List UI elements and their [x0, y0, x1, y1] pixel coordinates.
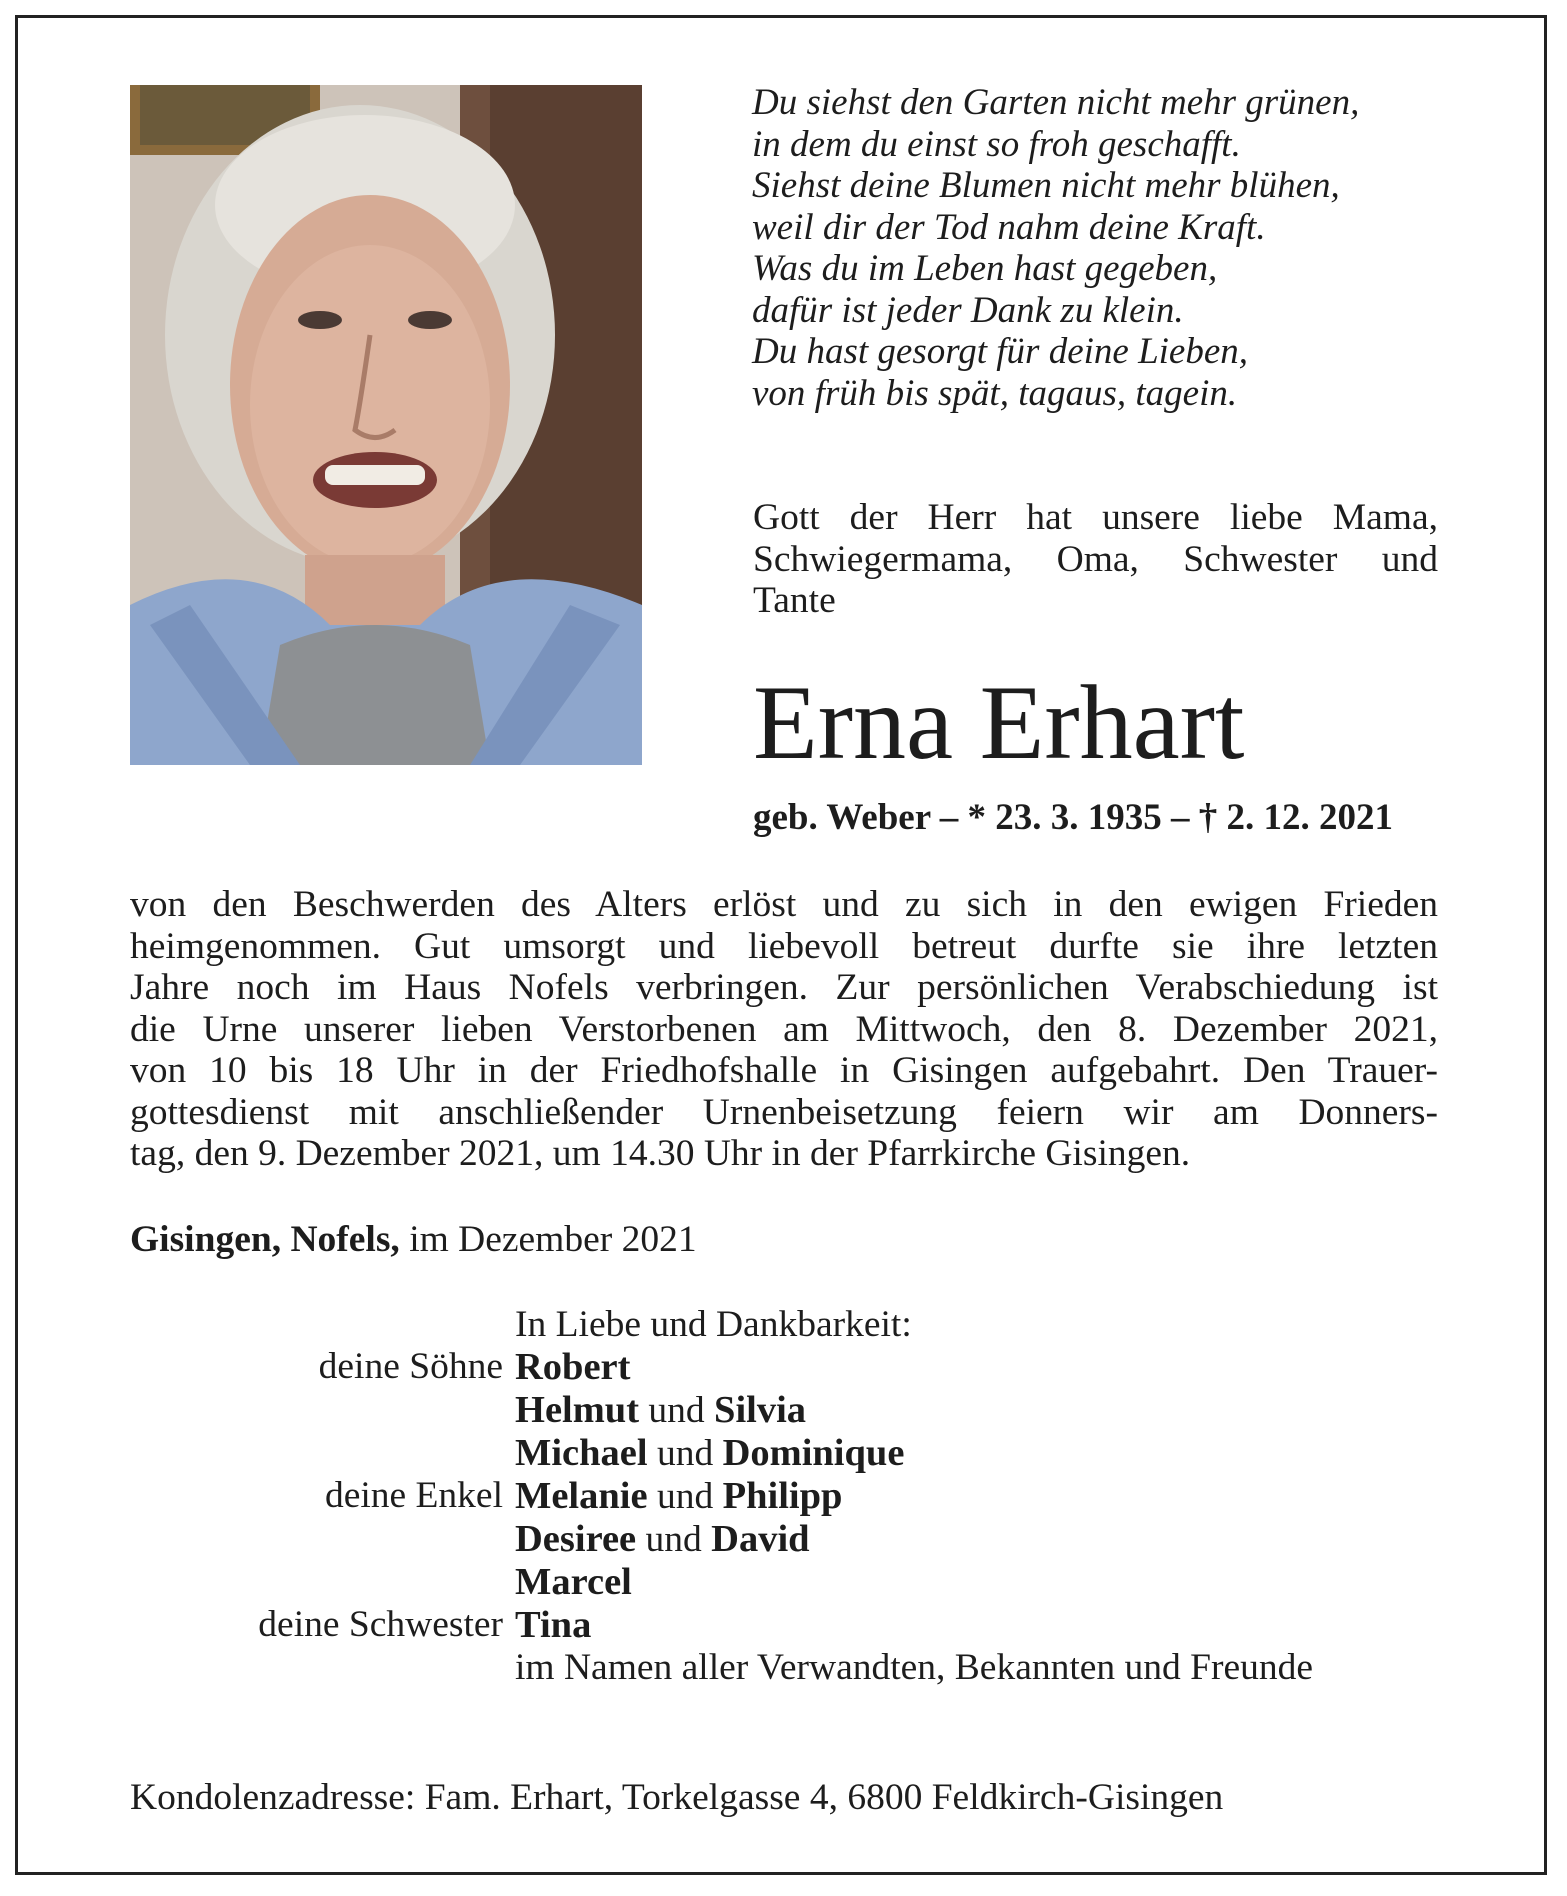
poem-line: von früh bis spät, tagaus, tagein.: [752, 372, 1238, 414]
poem-line: dafür ist jeder Dank zu klein.: [752, 289, 1184, 331]
birth-date: * 23. 3. 1935: [967, 797, 1162, 838]
intro-text: [753, 497, 1438, 622]
body-line: tag, den 9. Dezember 2021, um 14.30 Uhr in der Pfarrkirche Gisingen.: [130, 1133, 1191, 1174]
family-member: Philipp: [722, 1475, 843, 1517]
body-line: von den Beschwerden des Alters erlöst und zu sich in den ewigen Frieden: [130, 884, 1438, 925]
relation-label: deine Enkel: [324, 1475, 503, 1516]
condolence-address: Kondolenzadresse: Fam. Erhart, Torkelgasse 4, 6800 Feldkirch-Gisingen: [130, 1777, 1224, 1818]
family-list: [130, 1304, 1450, 1689]
conjunction: und: [645, 1519, 702, 1560]
body-line: Jahre noch im Haus Nofels verbringen. Zur persönlichen Verabschiedung ist: [130, 967, 1438, 1008]
conjunction: und: [648, 1390, 705, 1431]
family-heading: In Liebe und Dankbarkeit:: [515, 1304, 912, 1345]
family-closing: im Namen aller Verwandten, Bekannten und Freunde: [515, 1647, 1314, 1688]
body-line: von 10 bis 18 Uhr in der Friedhofshalle in Gisingen aufgebahrt. Den Trauer-: [130, 1050, 1438, 1091]
body-line: die Urne unserer lieben Verstorbenen am Mittwoch, den 8. Dezember 2021,: [130, 1008, 1438, 1050]
portrait-illustration: [130, 85, 642, 765]
family-member: David: [711, 1518, 810, 1560]
body-text: [130, 884, 1438, 1175]
family-member: Desiree: [515, 1518, 637, 1560]
body-line: gottesdienst mit anschließender Urnenbeisetzung feiern wir am Donners-: [130, 1091, 1438, 1133]
poem-line: in dem du einst so froh geschafft.: [752, 123, 1241, 165]
deceased-name: Erna Erhart: [753, 664, 1245, 781]
date-separator: –: [1161, 797, 1199, 838]
family-member: Melanie: [515, 1475, 648, 1517]
place-name: Gisingen, Nofels,: [130, 1219, 400, 1260]
family-member: Michael: [515, 1432, 648, 1474]
intro-line: Schwiegermama, Oma, Schwester und: [753, 538, 1438, 580]
poem-line: weil dir der Tod nahm deine Kraft.: [752, 206, 1266, 248]
family-member: Silvia: [714, 1389, 807, 1431]
family-member: Marcel: [515, 1561, 632, 1603]
family-member: Robert: [515, 1346, 631, 1388]
relation-label: deine Söhne: [318, 1346, 503, 1387]
place-date: [130, 1219, 697, 1261]
conjunction: und: [656, 1476, 714, 1517]
family-member: Tina: [515, 1604, 592, 1646]
poem-line: Was du im Leben hast gegeben,: [752, 248, 1218, 289]
conjunction: und: [656, 1433, 714, 1474]
relation-label: deine Schwester: [258, 1604, 503, 1645]
poem-line: Du siehst den Garten nicht mehr grünen,: [752, 82, 1360, 123]
maiden-name: geb. Weber: [753, 797, 931, 838]
death-date: † 2. 12. 2021: [1198, 797, 1393, 838]
intro-line: Tante: [753, 580, 836, 621]
place-month: im Dezember 2021: [399, 1219, 697, 1260]
poem-line: Siehst deine Blumen nicht mehr blühen,: [752, 165, 1340, 206]
family-member: Dominique: [722, 1432, 905, 1474]
poem-line: Du hast gesorgt für deine Lieben,: [752, 331, 1249, 372]
intro-line: Gott der Herr hat unsere liebe Mama,: [753, 497, 1438, 538]
poem: [752, 82, 1452, 414]
life-dates: [753, 797, 1393, 839]
body-line: heimgenommen. Gut umsorgt und liebevoll betreut durfte sie ihre letzten: [130, 925, 1438, 967]
family-member: Helmut: [515, 1389, 640, 1431]
portrait-photo: [130, 85, 642, 765]
date-separator: –: [930, 797, 968, 838]
